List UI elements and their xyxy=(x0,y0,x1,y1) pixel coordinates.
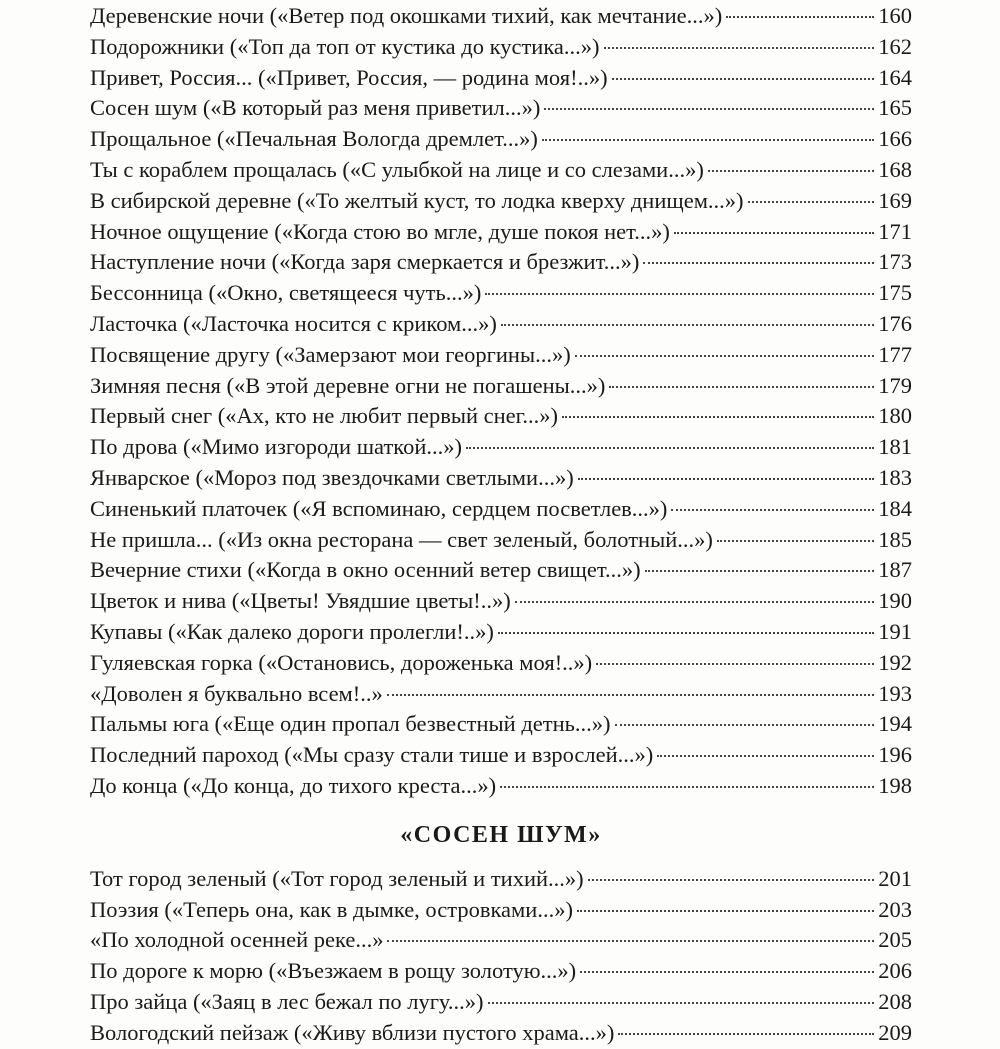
toc-entry xyxy=(90,93,912,124)
toc-section xyxy=(90,0,912,802)
toc-entry xyxy=(90,32,912,63)
toc-entry-page-number: 175 xyxy=(878,280,912,306)
toc-entry-page-number: 180 xyxy=(878,403,912,429)
dot-leader xyxy=(575,355,875,357)
toc-entry-page-number: 168 xyxy=(878,156,912,182)
toc-entry-page-number: 184 xyxy=(878,495,912,521)
toc-entry-title: Сосен шум («В который раз меня приветил...») xyxy=(90,95,541,121)
toc-entry-title: Январское («Мороз под звездочками светлыми...») xyxy=(90,464,574,490)
toc-entry-page-number: 181 xyxy=(878,434,912,460)
toc-entry xyxy=(90,124,912,155)
toc-entry xyxy=(90,1,912,32)
toc-entry xyxy=(90,925,912,956)
toc-entry xyxy=(90,463,912,494)
dot-leader xyxy=(726,16,874,18)
toc-entry-title: Тот город зеленый («Тот город зеленый и тихий...») xyxy=(90,865,584,891)
dot-leader xyxy=(674,232,874,234)
dot-leader xyxy=(544,108,874,110)
toc-section xyxy=(90,864,912,1049)
dot-leader xyxy=(748,201,875,203)
dot-leader xyxy=(618,1033,874,1035)
toc-entry-title: Подорожники («Топ да топ от кустика до кустика...») xyxy=(90,33,600,59)
toc-entry xyxy=(90,494,912,525)
toc-entry xyxy=(90,525,912,556)
toc-entry-title: В сибирской деревне («То желтый куст, то лодка кверху днищем...») xyxy=(90,187,744,213)
toc-entry-title: «По холодной осенней реке...» xyxy=(90,927,384,953)
dot-leader xyxy=(596,663,874,665)
toc-entry xyxy=(90,63,912,94)
toc-entry-title: Первый снег («Ах, кто не любит первый снег...») xyxy=(90,403,558,429)
toc-entry-title: Цветок и нива («Цветы! Увядшие цветы!..») xyxy=(90,588,511,614)
dot-leader xyxy=(717,540,874,542)
dot-leader xyxy=(657,755,874,757)
dot-leader xyxy=(562,416,874,418)
toc-entry-title: Посвящение другу («Замерзают мои георгины...») xyxy=(90,341,571,367)
toc-entry-page-number: 208 xyxy=(878,988,912,1014)
toc-entry-page-number: 160 xyxy=(878,3,912,28)
dot-leader xyxy=(466,447,874,449)
toc-entry-title: Про зайца («Заяц в лес бежал по лугу...») xyxy=(90,988,484,1014)
toc-entry-title: Поэзия («Теперь она, как в дымке, островками...») xyxy=(90,896,573,922)
toc-entry xyxy=(90,371,912,402)
toc-entry xyxy=(90,340,912,371)
toc-entry-page-number: 173 xyxy=(878,249,912,275)
toc-entry-page-number: 206 xyxy=(878,958,912,984)
toc-entry-title: Ты с кораблем прощалась («С улыбкой на лице и со слезами...») xyxy=(90,156,704,182)
toc-entry xyxy=(90,186,912,217)
dot-leader xyxy=(604,47,875,49)
toc-entry xyxy=(90,247,912,278)
dot-leader xyxy=(485,293,874,295)
dot-leader xyxy=(387,694,874,696)
toc-entry xyxy=(90,278,912,309)
dot-leader xyxy=(671,509,874,511)
dot-leader xyxy=(542,139,874,141)
dot-leader xyxy=(580,971,874,973)
toc-entry-page-number: 190 xyxy=(878,588,912,614)
toc-entry-title: Не пришла... («Из окна ресторана — свет зеленый, болотный...») xyxy=(90,526,713,552)
toc-entry-title: Купавы («Как далеко дороги пролегли!..») xyxy=(90,618,494,644)
dot-leader xyxy=(615,724,875,726)
dot-leader xyxy=(387,940,874,942)
toc-entry xyxy=(90,864,912,895)
toc-entry-page-number: 187 xyxy=(878,557,912,583)
toc-entry-page-number: 171 xyxy=(878,218,912,244)
toc-entry-page-number: 205 xyxy=(878,927,912,953)
toc-entry-page-number: 198 xyxy=(878,772,912,798)
toc-entry-page-number: 176 xyxy=(878,310,912,336)
dot-leader xyxy=(609,386,874,388)
toc-entry-page-number: 165 xyxy=(878,95,912,121)
toc-entry-title: «Доволен я буквально всем!..» xyxy=(90,680,383,706)
toc-entry xyxy=(90,709,912,740)
toc-entry-title: Пальмы юга («Еще один пропал безвестный детнь...») xyxy=(90,711,611,737)
toc-entry xyxy=(90,155,912,186)
dot-leader xyxy=(578,478,875,480)
toc-entry-page-number: 179 xyxy=(878,372,912,398)
toc-entry-title: Зимняя песня («В этой деревне огни не погашены...») xyxy=(90,372,606,398)
dot-leader xyxy=(612,78,875,80)
toc-entry xyxy=(90,956,912,987)
toc-entry-title: До конца («До конца, до тихого креста...») xyxy=(90,772,497,798)
toc-entry xyxy=(90,217,912,248)
dot-leader xyxy=(500,786,874,788)
toc-entry-page-number: 162 xyxy=(878,33,912,59)
dot-leader xyxy=(708,170,874,172)
toc-entry xyxy=(90,679,912,710)
toc-entry xyxy=(90,555,912,586)
toc-entry xyxy=(90,895,912,926)
toc-entry-page-number: 193 xyxy=(878,680,912,706)
toc-entry-page-number: 209 xyxy=(878,1019,912,1045)
toc-entry xyxy=(90,771,912,802)
dot-leader xyxy=(577,910,874,912)
toc-entry-title: Ласточка («Ласточка носится с криком...») xyxy=(90,310,497,336)
toc-entry xyxy=(90,617,912,648)
toc-entry xyxy=(90,401,912,432)
toc-entry-title: Привет, Россия... («Привет, Россия, — родина моя!..») xyxy=(90,64,608,90)
toc-entry-title: Прощальное («Печальная Вологда дремлет...») xyxy=(90,126,538,152)
toc-entry-page-number: 203 xyxy=(878,896,912,922)
toc-entry xyxy=(90,309,912,340)
toc-entry-page-number: 194 xyxy=(878,711,912,737)
toc-entry-title: Наступление ночи («Когда заря смеркается и брезжит...») xyxy=(90,249,640,275)
toc-entry-title: Деревенские ночи («Ветер под окошками тихий, как мечтание...») xyxy=(90,3,723,28)
toc-entry-page-number: 183 xyxy=(878,464,912,490)
toc-entry-title: Последний пароход («Мы сразу стали тише и взрослей...») xyxy=(90,742,654,768)
toc-entry-title: Синенький платочек («Я вспоминаю, сердцем посветлев...») xyxy=(90,495,668,521)
toc-entry-title: По дрова («Мимо изгороди шаткой...») xyxy=(90,434,462,460)
toc-entry xyxy=(90,1018,912,1049)
dot-leader xyxy=(645,570,875,572)
toc-entry xyxy=(90,586,912,617)
dot-leader xyxy=(515,601,875,603)
toc-entry-page-number: 201 xyxy=(878,865,912,891)
toc-entry-title: Ночное ощущение («Когда стою во мгле, душе покоя нет...») xyxy=(90,218,670,244)
toc-entry-page-number: 177 xyxy=(878,341,912,367)
toc-entry-title: Вологодский пейзаж («Живу вблизи пустого храма...») xyxy=(90,1019,615,1045)
dot-leader xyxy=(643,262,874,264)
toc-entry-title: Вечерние стихи («Когда в окно осенний ветер свищет...») xyxy=(90,557,641,583)
toc-entry-page-number: 191 xyxy=(878,618,912,644)
dot-leader xyxy=(501,324,874,326)
toc-entry xyxy=(90,432,912,463)
toc-entry-page-number: 164 xyxy=(878,64,912,90)
dot-leader xyxy=(498,632,874,634)
dot-leader xyxy=(588,879,875,881)
toc-entry-page-number: 192 xyxy=(878,649,912,675)
toc-entry-page-number: 166 xyxy=(878,126,912,152)
dot-leader xyxy=(488,1002,875,1004)
section-heading: «СОСЕН ШУМ» xyxy=(400,821,602,848)
toc-entry-title: Бессонница («Окно, светящееся чуть...») xyxy=(90,280,482,306)
toc-entry-title: По дороге к морю («Въезжаем в рощу золотую...») xyxy=(90,958,577,984)
toc-entry xyxy=(90,648,912,679)
toc-entry-page-number: 169 xyxy=(878,187,912,213)
toc-entry-page-number: 185 xyxy=(878,526,912,552)
toc-entry-page-number: 196 xyxy=(878,742,912,768)
toc-entry-title: Гуляевская горка («Остановись, дороженька моя!..») xyxy=(90,649,593,675)
toc-entry xyxy=(90,740,912,771)
toc-entry xyxy=(90,987,912,1018)
